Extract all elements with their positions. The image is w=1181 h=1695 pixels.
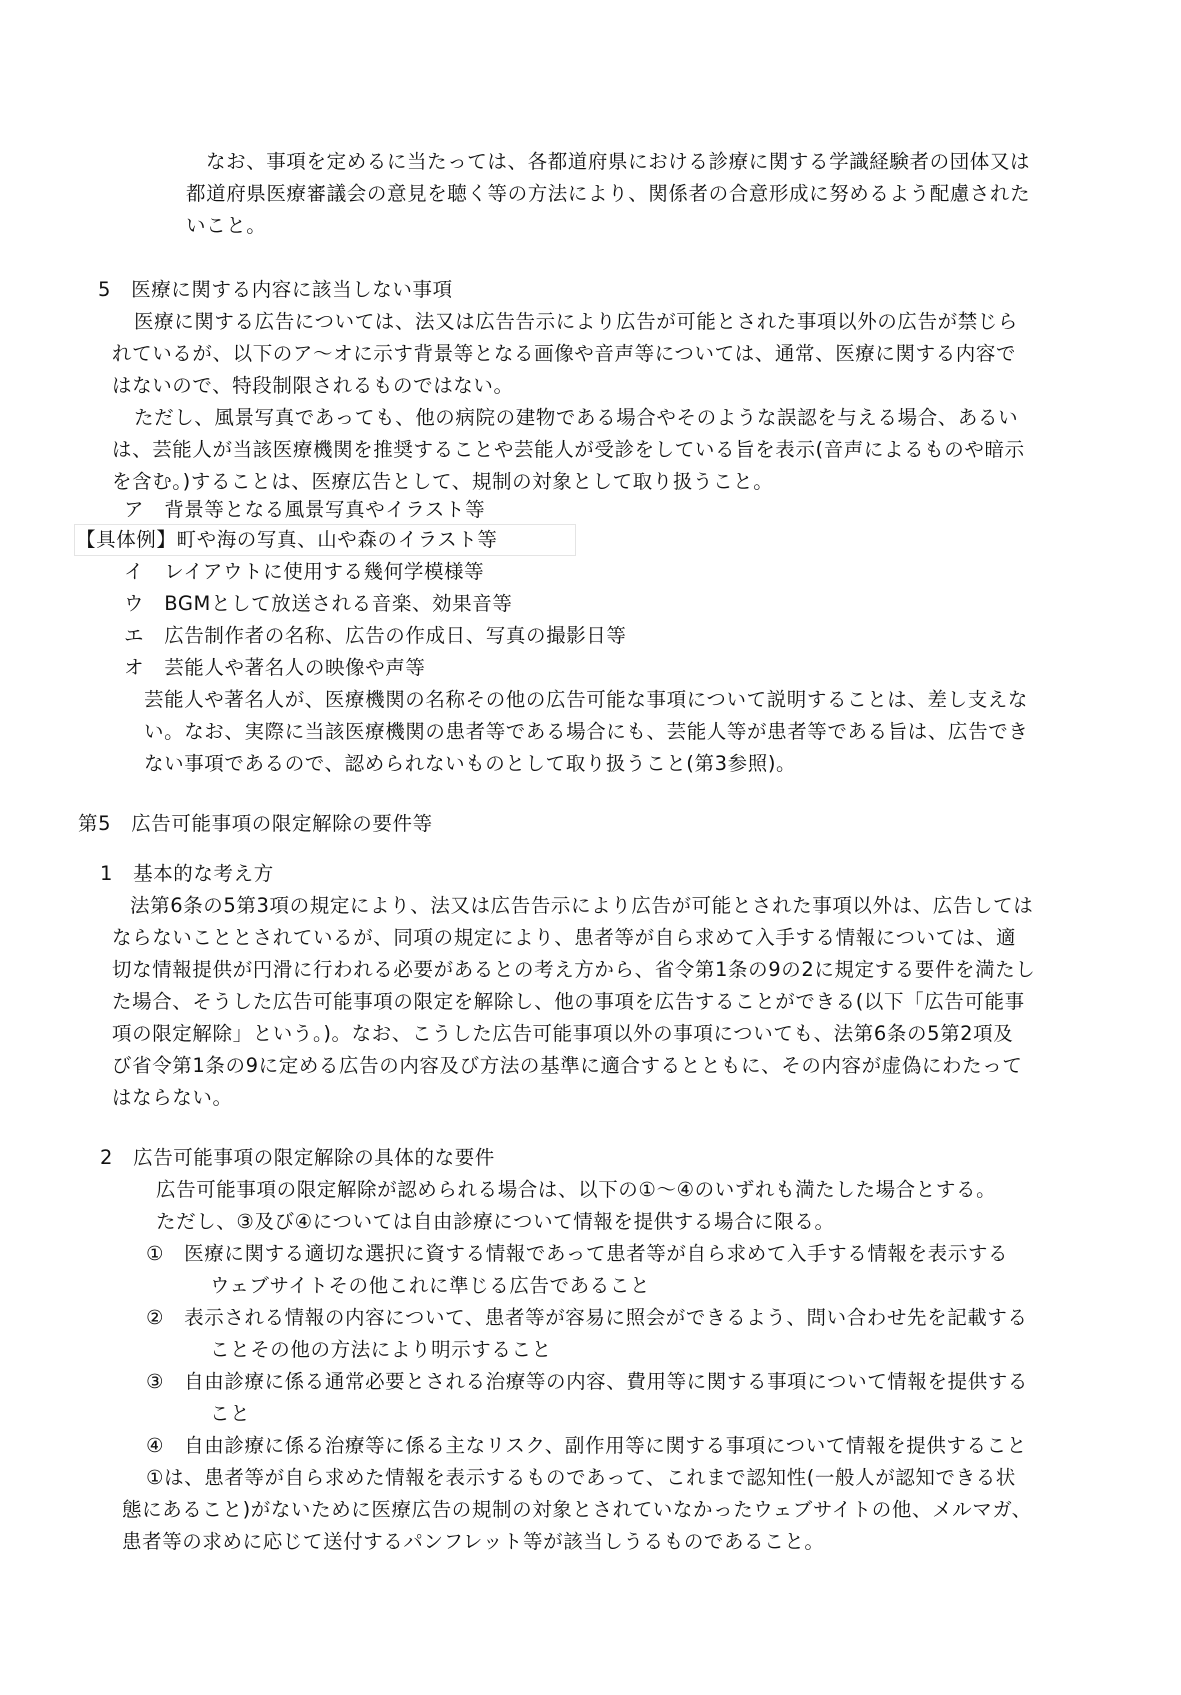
section-5-body-line-1: 医療に関する広告については、法又は広告告示により広告が可能とされた事項以外の広告が禁じら bbox=[134, 310, 1019, 333]
item-o-body-line-2: い。なお、実際に当該医療機関の患者等である場合にも、芸能人等が患者等である旨は、広告でき bbox=[144, 720, 1029, 743]
note-line-2: 都道府県医療審議会の意見を聴く等の方法により、関係者の合意形成に努めるよう配慮された bbox=[186, 182, 1031, 205]
section-2-intro-line-1: 広告可能事項の限定解除が認められる場合は、以下の①～④のいずれも満たした場合とする。 bbox=[156, 1178, 997, 1201]
item-o: オ 芸能人や著名人の映像や声等 bbox=[124, 656, 426, 679]
section-2-intro-line-2: ただし、③及び④については自由診療について情報を提供する場合に限る。 bbox=[156, 1210, 835, 1233]
note-line-3: いこと。 bbox=[186, 214, 267, 237]
section-5-body-line-2: れているが、以下のア～オに示す背景等となる画像や音声等については、通常、医療に関する内容で bbox=[112, 342, 1017, 365]
requirement-3-line-1: ③ 自由診療に係る通常必要とされる治療等の内容、費用等に関する事項について情報を提供する bbox=[146, 1370, 1028, 1393]
section-2-note-line-3: 患者等の求めに応じて送付するパンフレット等が該当しうるものであること。 bbox=[122, 1530, 825, 1553]
item-o-body-line-1: 芸能人や著名人が、医療機関の名称その他の広告可能な事項について説明することは、差し支えな bbox=[144, 688, 1029, 711]
section-5-body-line-6: を含む。)することは、医療広告として、規制の対象として取り扱うこと。 bbox=[112, 470, 774, 493]
section-1-body-line-1: 法第6条の5第3項の規定により、法又は広告告示により広告が可能とされた事項以外は、広告しては bbox=[130, 894, 1034, 917]
section-1-body-line-3: 切な情報提供が円滑に行われる必要があるとの考え方から、省令第1条の9の2に規定する要件を満たし bbox=[112, 958, 1036, 981]
item-u: ウ BGMとして放送される音楽、効果音等 bbox=[124, 592, 513, 615]
section-1-body-line-5: 項の限定解除」という。)。なお、こうした広告可能事項以外の事項についても、法第6条の5第2項及 bbox=[112, 1022, 1014, 1045]
section-5-body-line-5: は、芸能人が当該医療機関を推奨することや芸能人が受診をしている旨を表示(音声によるものや暗示 bbox=[112, 438, 1025, 461]
section-2-note-line-2: 態にあること)がないために医療広告の規制の対象とされていなかったウェブサイトの他、メルマガ、 bbox=[122, 1498, 1032, 1521]
section-1-body-line-2: ならないこととされているが、同項の規定により、患者等が自ら求めて入手する情報については、適 bbox=[112, 926, 1017, 949]
requirement-1-line-1: ① 医療に関する適切な選択に資する情報であって患者等が自ら求めて入手する情報を表示する bbox=[146, 1242, 1009, 1265]
item-i: イ レイアウトに使用する幾何学模様等 bbox=[124, 560, 485, 583]
item-e: エ 広告制作者の名称、広告の作成日、写真の撮影日等 bbox=[124, 624, 627, 647]
example-text: 【具体例】町や海の写真、山や森のイラスト等 bbox=[76, 528, 498, 551]
requirement-1-line-2: ウェブサイトその他これに準じる広告であること bbox=[210, 1274, 651, 1297]
note-line-1: なお、事項を定めるに当たっては、各都道府県における診療に関する学識経験者の団体又は bbox=[206, 150, 1031, 173]
requirement-2-line-2: ことその他の方法により明示すること bbox=[210, 1338, 552, 1361]
section-2-heading: 2 広告可能事項の限定解除の具体的な要件 bbox=[100, 1146, 495, 1169]
requirement-2-line-1: ② 表示される情報の内容について、患者等が容易に照会ができるよう、問い合わせ先を記載する bbox=[146, 1306, 1028, 1329]
section-5-body-line-4: ただし、風景写真であっても、他の病院の建物である場合やそのような誤認を与える場合、あるい bbox=[134, 406, 1019, 429]
requirement-4: ④ 自由診療に係る治療等に係る主なリスク、副作用等に関する事項について情報を提供すること bbox=[146, 1434, 1027, 1457]
section-2-note-line-1: ①は、患者等が自ら求めた情報を表示するものであって、これまで認知性(一般人が認知できる状 bbox=[146, 1466, 1016, 1489]
section-1-body-line-4: た場合、そうした広告可能事項の限定を解除し、他の事項を広告することができる(以下「広告可能事 bbox=[112, 990, 1025, 1013]
requirement-3-line-2: こと bbox=[210, 1402, 251, 1425]
section-1-body-line-6: び省令第1条の9に定める広告の内容及び方法の基準に適合するとともに、その内容が虚偽にわたって bbox=[112, 1054, 1023, 1077]
section-1-body-line-7: はならない。 bbox=[112, 1086, 233, 1109]
section-5-heading: 5 医療に関する内容に該当しない事項 bbox=[98, 278, 453, 301]
chapter-5-heading: 第5 広告可能事項の限定解除の要件等 bbox=[78, 812, 433, 835]
section-5-body-line-3: はないので、特段制限されるものではない。 bbox=[112, 374, 514, 397]
item-o-body-line-3: ない事項であるので、認められないものとして取り扱うこと(第3参照)。 bbox=[144, 752, 797, 775]
item-a: ア 背景等となる風景写真やイラスト等 bbox=[124, 498, 486, 521]
section-1-heading: 1 基本的な考え方 bbox=[100, 862, 274, 885]
